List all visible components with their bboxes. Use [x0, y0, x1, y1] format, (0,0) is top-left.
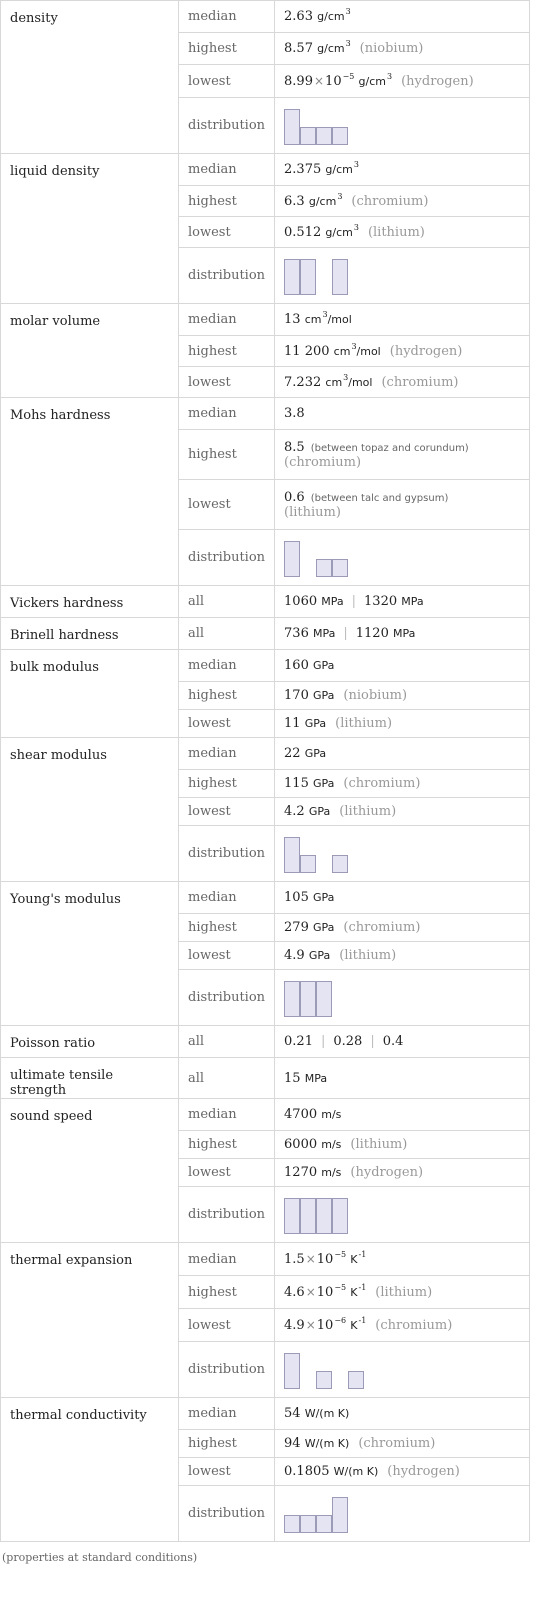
stat-value: 6000 m/s (lithium) [275, 1131, 530, 1159]
stat-value: 11 GPa (lithium) [275, 710, 530, 738]
distribution-histogram [284, 257, 350, 295]
stat-label: lowest [179, 710, 275, 738]
stat-label: lowest [179, 1309, 275, 1342]
stat-value: 1060 MPa | 1320 MPa [275, 586, 530, 618]
stat-label: distribution [179, 248, 275, 304]
histogram-bar [332, 1497, 348, 1533]
table-row [1, 398, 530, 430]
stat-value: $8.99\times 10^{-5}$ $g/cm^3$ (hydrogen) [275, 65, 530, 98]
stat-label: lowest [179, 65, 275, 98]
property-name: sound speed [1, 1099, 179, 1243]
histogram-bar [316, 1198, 332, 1234]
histogram-bar [284, 541, 300, 577]
histogram-bar [300, 259, 316, 295]
histogram-bar [284, 1353, 300, 1389]
table-row [1, 882, 530, 914]
histogram-bar [284, 109, 300, 145]
table-row [1, 1026, 530, 1058]
histogram-bar [332, 559, 348, 577]
table-row [1, 1, 530, 33]
stat-value: 4700 m/s [275, 1099, 530, 1131]
stat-value: 22 GPa [275, 738, 530, 770]
histogram-bar [284, 1198, 300, 1234]
histogram-bar [332, 127, 348, 145]
stat-value: 8.5 (between topaz and corundum) (chromium) [275, 430, 530, 480]
stat-label: median [179, 1099, 275, 1131]
stat-label: median [179, 1, 275, 33]
stat-label: lowest [179, 798, 275, 826]
stat-value: 160 GPa [275, 650, 530, 682]
stat-label: median [179, 650, 275, 682]
distribution-histogram [284, 835, 350, 873]
histogram-bar [316, 559, 332, 577]
stat-label: highest [179, 682, 275, 710]
table-row [1, 650, 530, 682]
stat-label: median [179, 1243, 275, 1276]
histogram-bar [332, 1198, 348, 1234]
stat-value: 2.375 $g/cm^3$ [275, 154, 530, 186]
stat-value: 105 GPa [275, 882, 530, 914]
stat-label: lowest [179, 942, 275, 970]
table-row [1, 154, 530, 186]
stat-value: 4.2 GPa (lithium) [275, 798, 530, 826]
stat-label: highest [179, 336, 275, 367]
property-name: Mohs hardness [1, 398, 179, 586]
stat-label: distribution [179, 826, 275, 882]
stat-label: median [179, 398, 275, 430]
stat-label: highest [179, 430, 275, 480]
stat-label: lowest [179, 217, 275, 248]
stat-label: distribution [179, 98, 275, 154]
stat-value: 0.512 $g/cm^3$ (lithium) [275, 217, 530, 248]
stat-value: 0.1805 W/(m K) (hydrogen) [275, 1458, 530, 1486]
table-row [1, 1058, 530, 1099]
stat-value: $4.6\times 10^{-5}$ $K^{-1}$ (lithium) [275, 1276, 530, 1309]
stat-value: 7.232 $cm^3$/mol (chromium) [275, 367, 530, 398]
stat-label: highest [179, 1276, 275, 1309]
stat-value: 11 200 $cm^3$/mol (hydrogen) [275, 336, 530, 367]
stat-value: 6.3 $g/cm^3$ (chromium) [275, 186, 530, 217]
stat-value: 736 MPa | 1120 MPa [275, 618, 530, 650]
stat-value: 54 W/(m K) [275, 1398, 530, 1430]
stat-label: all [179, 1026, 275, 1058]
distribution-histogram [284, 107, 350, 145]
table-row [1, 1243, 530, 1276]
stat-label: highest [179, 33, 275, 65]
histogram-bar [316, 127, 332, 145]
stat-label: all [179, 618, 275, 650]
property-name: Vickers hardness [1, 586, 179, 618]
histogram-bar [348, 1371, 364, 1389]
histogram-bar [316, 1515, 332, 1533]
property-name: thermal expansion [1, 1243, 179, 1398]
histogram-bar [284, 981, 300, 1017]
distribution-histogram [284, 1196, 350, 1234]
stat-value: 115 GPa (chromium) [275, 770, 530, 798]
stat-value: 3.8 [275, 398, 530, 430]
table-row [1, 1099, 530, 1131]
property-name: Brinell hardness [1, 618, 179, 650]
stat-label: all [179, 586, 275, 618]
stat-label: lowest [179, 480, 275, 530]
stat-label: highest [179, 186, 275, 217]
stat-value: 8.57 $g/cm^3$ (niobium) [275, 33, 530, 65]
stat-label: distribution [179, 530, 275, 586]
stat-label: distribution [179, 1342, 275, 1398]
histogram-bar [300, 1515, 316, 1533]
stat-label: median [179, 738, 275, 770]
stat-label: highest [179, 770, 275, 798]
stat-value: 13 $cm^3$/mol [275, 304, 530, 336]
stat-label: distribution [179, 1187, 275, 1243]
stat-label: all [179, 1058, 275, 1099]
histogram-bar [300, 855, 316, 873]
histogram-bar [284, 1515, 300, 1533]
property-name: molar volume [1, 304, 179, 398]
stat-value: 0.21 | 0.28 | 0.4 [275, 1026, 530, 1058]
distribution-histogram [284, 1351, 366, 1389]
stat-label: median [179, 304, 275, 336]
stat-value: 15 MPa [275, 1058, 530, 1099]
histogram-bar [332, 259, 348, 295]
property-name: shear modulus [1, 738, 179, 882]
stat-label: lowest [179, 1458, 275, 1486]
table-row [1, 586, 530, 618]
property-name: ultimate tensile strength [1, 1058, 179, 1099]
stat-value: 1270 m/s (hydrogen) [275, 1159, 530, 1187]
table-row [1, 304, 530, 336]
distribution-histogram [284, 539, 350, 577]
histogram-bar [284, 837, 300, 873]
property-name: Young's modulus [1, 882, 179, 1026]
histogram-bar [300, 127, 316, 145]
property-name: thermal conductivity [1, 1398, 179, 1542]
histogram-bar [284, 259, 300, 295]
stat-label: lowest [179, 367, 275, 398]
stat-label: median [179, 154, 275, 186]
histogram-bar [300, 981, 316, 1017]
table-row [1, 618, 530, 650]
stat-label: distribution [179, 970, 275, 1026]
histogram-bar [316, 981, 332, 1017]
property-name: liquid density [1, 154, 179, 304]
histogram-bar [300, 1198, 316, 1234]
table-row [1, 1398, 530, 1430]
stat-label: highest [179, 1430, 275, 1458]
property-name: Poisson ratio [1, 1026, 179, 1058]
stat-value: 279 GPa (chromium) [275, 914, 530, 942]
stat-value: 0.6 (between talc and gypsum) (lithium) [275, 480, 530, 530]
histogram-bar [332, 855, 348, 873]
stat-value: 94 W/(m K) (chromium) [275, 1430, 530, 1458]
stat-value: $4.9\times 10^{-6}$ $K^{-1}$ (chromium) [275, 1309, 530, 1342]
stat-label: distribution [179, 1486, 275, 1542]
stat-label: highest [179, 1131, 275, 1159]
stat-label: highest [179, 914, 275, 942]
property-name: density [1, 1, 179, 154]
table-row [1, 738, 530, 770]
stat-value: 2.63 $g/cm^3$ [275, 1, 530, 33]
stat-label: median [179, 882, 275, 914]
distribution-histogram [284, 1495, 350, 1533]
stat-label: median [179, 1398, 275, 1430]
stat-value: 170 GPa (niobium) [275, 682, 530, 710]
histogram-bar [316, 1371, 332, 1389]
stat-value: $1.5\times 10^{-5}$ $K^{-1}$ [275, 1243, 530, 1276]
distribution-histogram [284, 979, 334, 1017]
footnote: (properties at standard conditions) [2, 1551, 198, 1564]
stat-value: 4.9 GPa (lithium) [275, 942, 530, 970]
property-name: bulk modulus [1, 650, 179, 738]
stat-label: lowest [179, 1159, 275, 1187]
